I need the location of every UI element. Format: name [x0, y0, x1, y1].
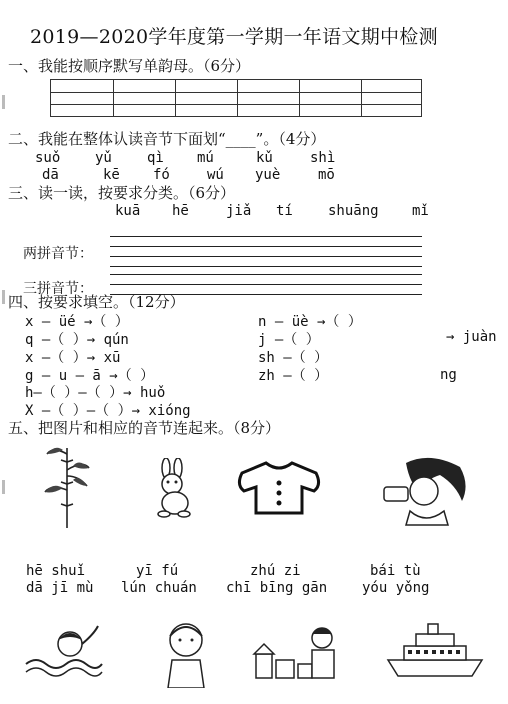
- syllable: hē: [172, 203, 189, 219]
- clothes-icon[interactable]: [236, 457, 322, 517]
- section2-heading: 二、我能在整体认读音节下面划“____”。（4分）: [8, 130, 326, 148]
- syllable[interactable]: mō: [318, 167, 335, 183]
- fill-item[interactable]: x —（ ）→ xū: [25, 350, 121, 366]
- fill-item-end: ng: [440, 367, 457, 383]
- rabbit-icon[interactable]: [150, 458, 200, 518]
- syllable[interactable]: wú: [207, 167, 224, 183]
- three-spell-label: 三拼音节：: [23, 281, 93, 297]
- syllable: shuāng: [328, 203, 379, 219]
- ship-icon[interactable]: [384, 620, 486, 682]
- writing-line[interactable]: [110, 246, 422, 247]
- syllable[interactable]: fó: [153, 167, 170, 183]
- syllable: tí: [276, 203, 293, 219]
- page-title: 2019—2020学年度第一学期一年语文期中检测: [30, 26, 438, 48]
- picture-syllable[interactable]: yóu yǒng: [362, 580, 430, 596]
- fill-item[interactable]: zh —（ ）: [258, 368, 329, 384]
- swimming-boy-icon[interactable]: [24, 620, 104, 682]
- writing-line[interactable]: [110, 256, 422, 257]
- picture-syllable[interactable]: bái tù: [370, 563, 421, 579]
- section3-heading: 三、读一读，按要求分类。（6分）: [8, 184, 236, 202]
- picture-syllable[interactable]: lún chuán: [121, 580, 197, 596]
- drinking-girl-icon[interactable]: [370, 455, 470, 527]
- margin-mark: [2, 480, 5, 494]
- fill-item[interactable]: X —（ ）—（ ）→ xióng: [25, 403, 191, 419]
- section1-heading: 一、我能按顺序默写单韵母。（6分）: [8, 57, 251, 75]
- picture-syllable[interactable]: zhú zi: [250, 563, 301, 579]
- picture-syllable[interactable]: dā jī mù: [26, 580, 94, 596]
- syllable[interactable]: kē: [103, 167, 120, 183]
- syllable: mǐ: [412, 203, 429, 219]
- fill-item[interactable]: q —（ ）→ qún: [25, 332, 129, 348]
- writing-line[interactable]: [110, 236, 422, 237]
- margin-mark: [2, 95, 5, 109]
- fill-item[interactable]: j —（ ）: [258, 332, 320, 348]
- building-blocks-icon[interactable]: [250, 620, 346, 682]
- syllable[interactable]: yuè: [255, 167, 281, 183]
- margin-mark: [2, 290, 5, 304]
- fill-item[interactable]: sh —（ ）: [258, 350, 329, 366]
- writing-line[interactable]: [110, 266, 422, 267]
- syllable[interactable]: qì: [147, 150, 164, 166]
- two-spell-label: 两拼音节：: [23, 246, 93, 262]
- fill-item[interactable]: g — u — ā →（ ）: [25, 368, 155, 384]
- writing-grid[interactable]: [50, 79, 422, 117]
- syllable[interactable]: yǔ: [95, 150, 112, 166]
- fill-item-end: → juàn: [446, 329, 497, 345]
- syllable[interactable]: suǒ: [35, 150, 61, 166]
- picture-syllable[interactable]: yī fú: [136, 563, 179, 579]
- syllable[interactable]: mú: [197, 150, 214, 166]
- bamboo-icon[interactable]: [43, 440, 91, 530]
- section4-heading: 四、按要求填空。（12分）: [8, 293, 185, 311]
- syllable[interactable]: dā: [42, 167, 59, 183]
- picture-syllable[interactable]: hē shuǐ: [26, 563, 86, 579]
- syllable: jiǎ: [226, 203, 252, 219]
- writing-line[interactable]: [110, 274, 422, 275]
- section5-heading: 五、把图片和相应的音节连起来。（8分）: [8, 419, 281, 437]
- picture-syllable[interactable]: chī bīng gān: [226, 580, 328, 596]
- eating-boy-icon[interactable]: [158, 618, 214, 688]
- syllable: kuā: [115, 203, 141, 219]
- fill-item[interactable]: x — üé →（ ）: [25, 314, 129, 330]
- fill-item[interactable]: n — üè →（ ）: [258, 314, 362, 330]
- fill-item[interactable]: h—（ ）—（ ）→ huǒ: [25, 385, 166, 401]
- syllable[interactable]: shì: [310, 150, 336, 166]
- writing-line[interactable]: [110, 284, 422, 285]
- syllable[interactable]: kǔ: [256, 150, 273, 166]
